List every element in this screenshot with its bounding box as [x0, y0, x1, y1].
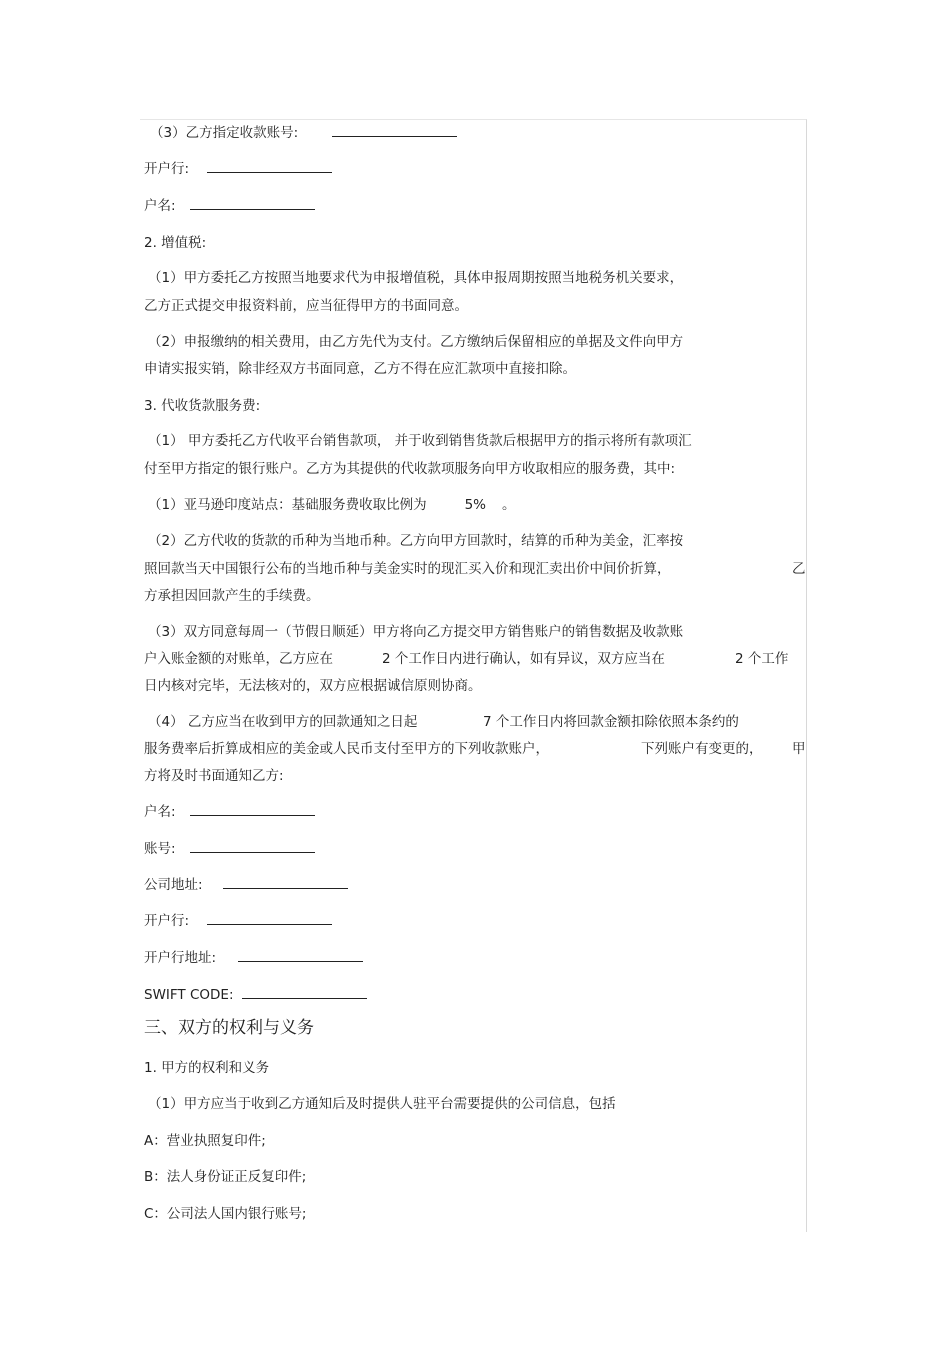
fee-amazon-india [148, 496, 516, 514]
line-account-name-1 [144, 197, 315, 215]
item-b: B：法人身份证正反复印件; [144, 1169, 307, 1185]
fee-para-4-line-2: 服务费率后折算成相应的美金或人民币支付至甲方的下列收款账户， [144, 741, 549, 757]
blank-account-name-1 [190, 197, 315, 210]
vat-para-1-line-1: （1）甲方委托乙方按照当地要求代为申报增值税，具体申报周期按照当地税务机关要求， [148, 270, 684, 286]
label-account-name-2: 户名: [144, 804, 176, 820]
blank-bank-2 [207, 912, 332, 925]
fee-para-3-line-1: （3）双方同意每周一（节假日顺延）甲方将向乙方提交甲方销售账户的销售数据及收款账 [148, 624, 684, 640]
party-a-para-1: （1）甲方应当于收到乙方通知后及时提供人驻平台需要提供的公司信息，包括 [148, 1096, 616, 1112]
fee-para-3-line-2: 户入账金额的对账单，乙方应在 [144, 651, 333, 667]
label-bank-2: 开户行: [144, 913, 190, 929]
blank-bank-1 [207, 160, 332, 173]
line-account-name-2 [144, 803, 315, 821]
blank-company-address [223, 876, 348, 889]
line-account-number [144, 840, 315, 858]
section-party-a: 1. 甲方的权利和义务 [144, 1060, 270, 1076]
label-amazon-india: （1）亚马逊印度站点：基础服务费收取比例为 [148, 497, 427, 513]
line-bank-address [144, 949, 363, 967]
fee-para-2-line-1: （2）乙方代收的货款的币种为当地币种。乙方向甲方回款时，结算的币种为美金，汇率按 [148, 533, 684, 549]
label-receiving-account: （3）乙方指定收款账号: [150, 125, 299, 141]
line-bank-1 [144, 160, 332, 178]
fee-para-1-line-1: （1） 甲方委托乙方代收平台销售款项， 并于收到销售货款后根据甲方的指示将所有款项汇 [148, 433, 692, 449]
label-company-address: 公司地址: [144, 877, 203, 893]
item-a: A：营业执照复印件; [144, 1133, 266, 1149]
blank-bank-address [238, 949, 363, 962]
blank-swift-code [242, 986, 367, 999]
fee-rate-end: 。 [502, 497, 516, 513]
blank-account-name-2 [190, 803, 315, 816]
fee-para-3-line-2-mid: 2 个工作日内进行确认，如有异议，双方应当在 [382, 651, 665, 667]
line-receiving-account [150, 124, 457, 142]
fee-rate: 5% [464, 497, 487, 513]
fee-para-1-line-2: 付至甲方指定的银行账户。乙方为其提供的代收款项服务向甲方收取相应的服务费，其中: [144, 461, 676, 477]
fee-para-3-line-2-end: 2 个工作 [735, 651, 789, 667]
section-rights-obligations: 三、双方的权利与义务 [144, 1018, 314, 1038]
fee-para-3-line-3: 日内核对完毕，无法核对的，双方应根据诚信原则协商。 [144, 678, 482, 694]
fee-para-4-line-2-end: 甲 [792, 741, 806, 757]
fee-para-4-line-1-end: 7 个工作日内将回款金额扣除依照本条约的 [483, 714, 739, 730]
fee-para-4-line-1: （4） 乙方应当在收到甲方的回款通知之日起 [148, 714, 418, 730]
fee-para-2-line-2-end: 乙 [792, 561, 806, 577]
label-bank-1: 开户行: [144, 161, 190, 177]
label-account-number: 账号: [144, 841, 176, 857]
section-vat: 2. 增值税: [144, 235, 207, 251]
label-swift-code: SWIFT CODE: [144, 987, 234, 1003]
vat-para-2-line-2: 申请实报实销，除非经双方书面同意，乙方不得在应汇款项中直接扣除。 [144, 361, 576, 377]
fee-para-4-line-3: 方将及时书面通知乙方: [144, 768, 284, 784]
blank-receiving-account [332, 124, 457, 137]
fee-para-2-line-3: 方承担因回款产生的手续费。 [144, 588, 320, 604]
line-bank-2 [144, 912, 332, 930]
vat-para-1-line-2: 乙方正式提交申报资料前，应当征得甲方的书面同意。 [144, 298, 468, 314]
label-account-name-1: 户名: [144, 198, 176, 214]
line-company-address [144, 876, 348, 894]
fee-para-2-line-2: 照回款当天中国银行公布的当地币种与美金实时的现汇买入价和现汇卖出价中间价折算， [144, 561, 671, 577]
label-bank-address: 开户行地址: [144, 950, 217, 966]
section-service-fee: 3. 代收货款服务费: [144, 398, 261, 414]
line-swift-code [144, 986, 367, 1004]
vat-para-2-line-1: （2）申报缴纳的相关费用，由乙方先代为支付。乙方缴纳后保留相应的单据及文件向甲方 [148, 334, 684, 350]
fee-para-4-line-2-mid: 下列账户有变更的， [641, 741, 763, 757]
item-c: C：公司法人国内银行账号; [144, 1206, 307, 1222]
blank-account-number [190, 840, 315, 853]
